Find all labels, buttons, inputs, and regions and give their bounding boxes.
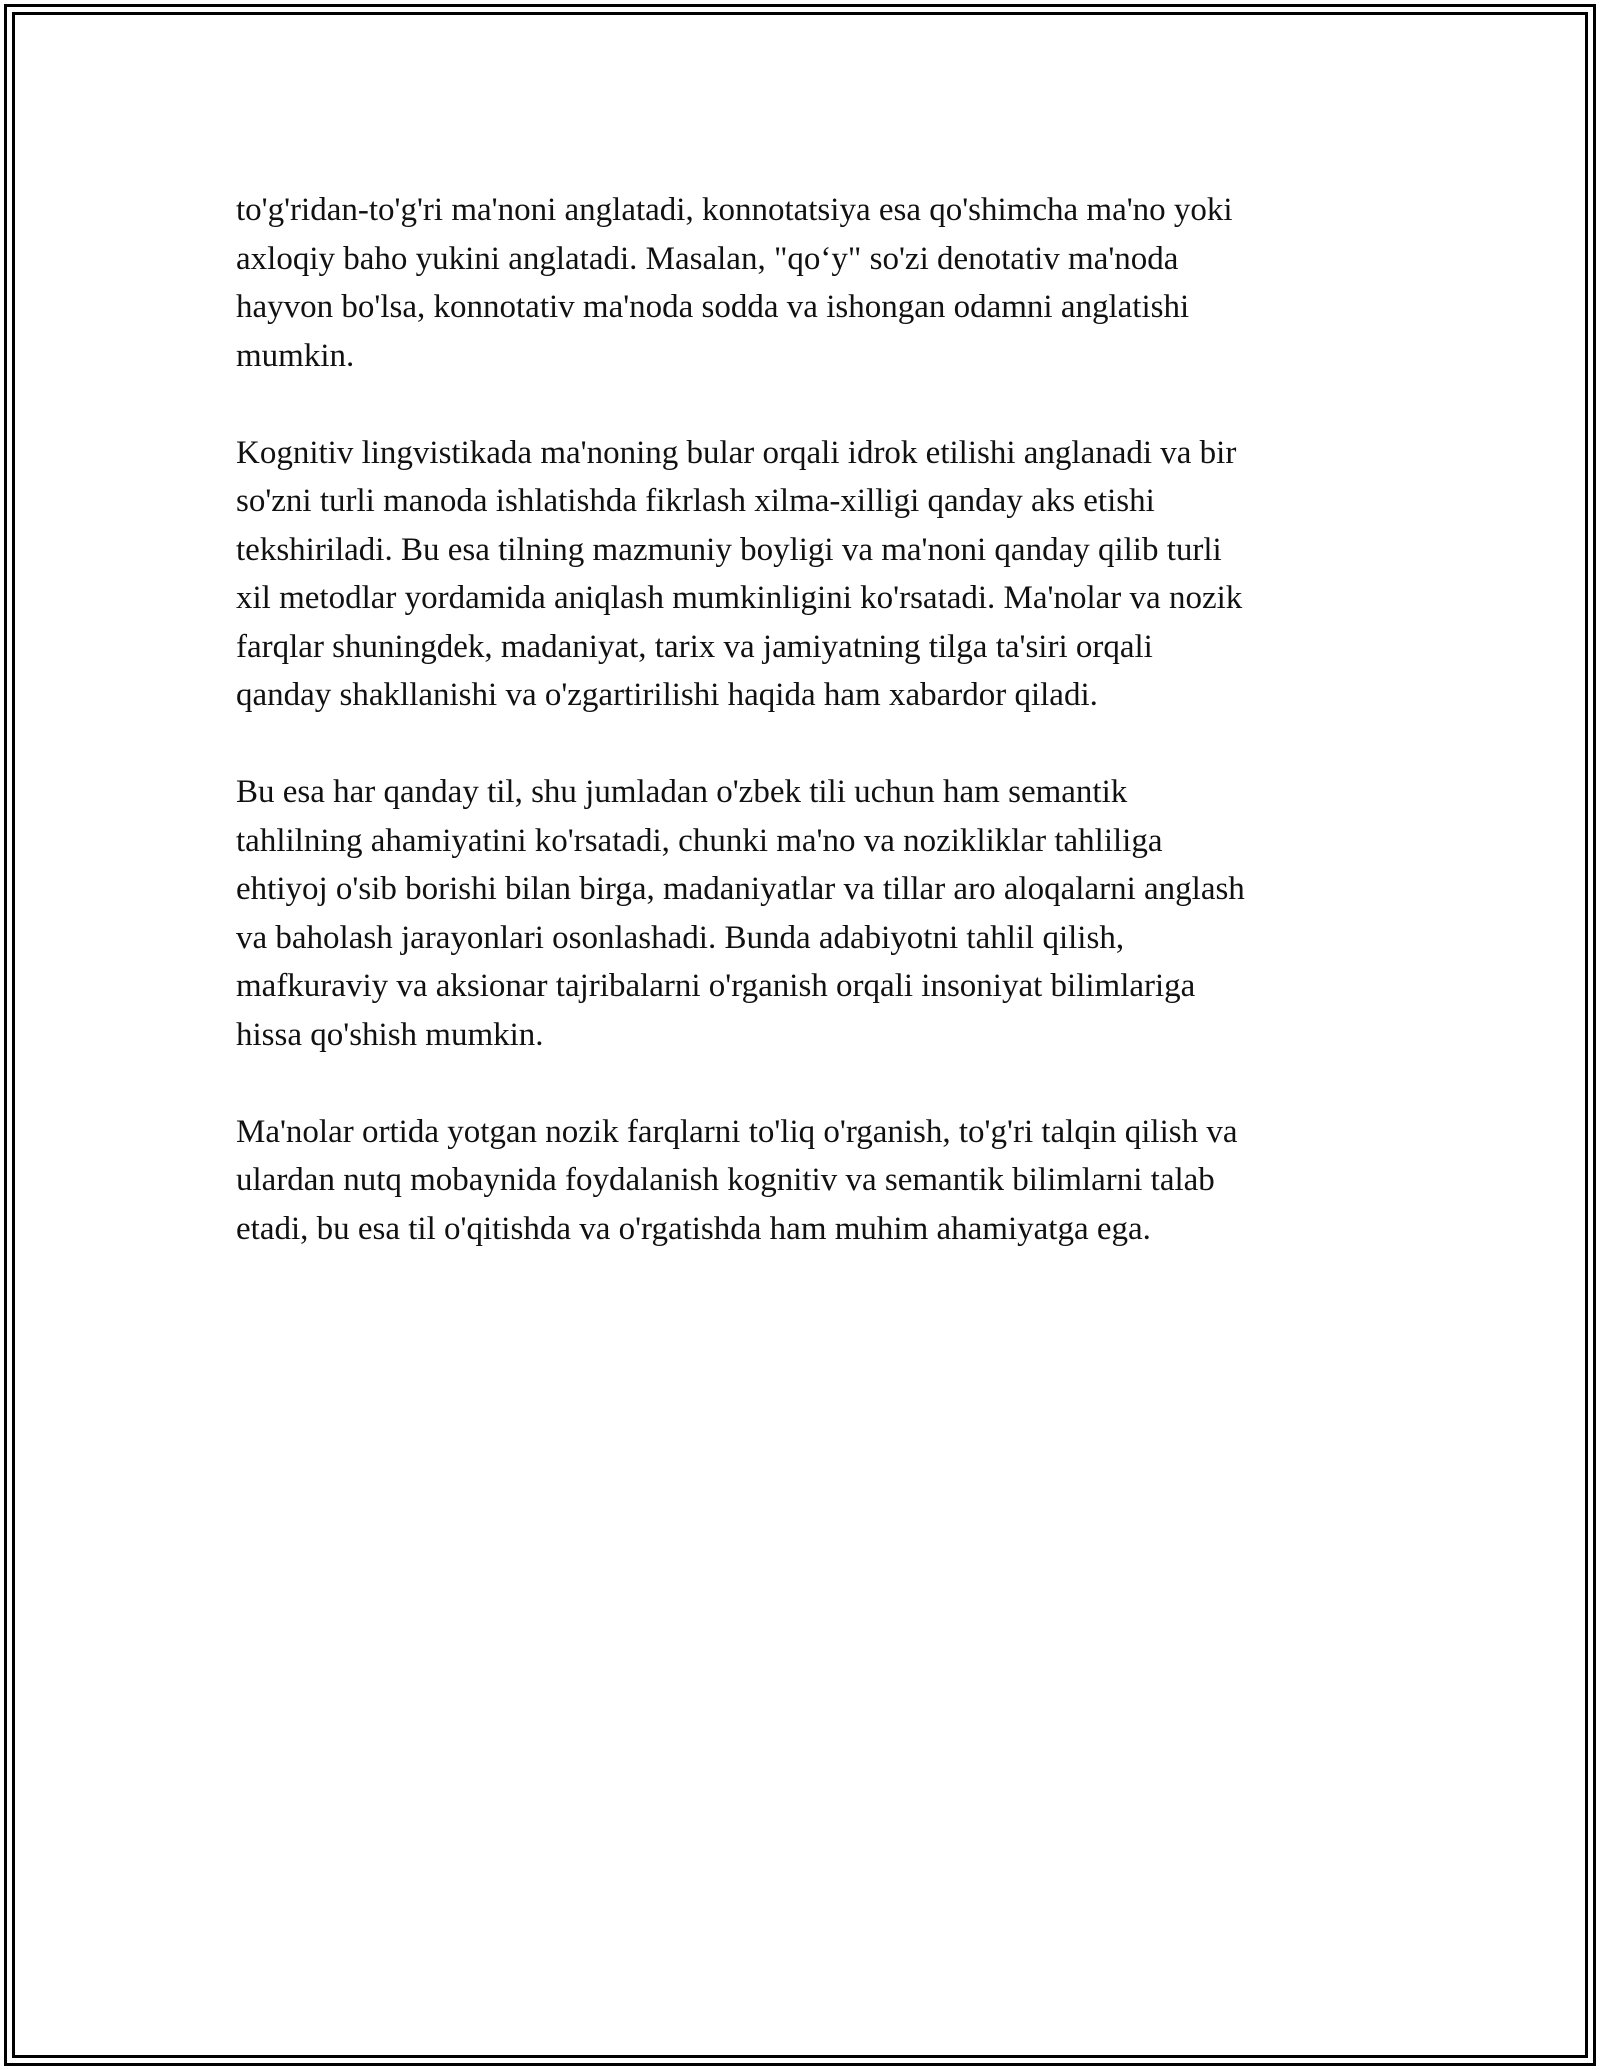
paragraph-cognitive-linguistics: Kognitiv lingvistikada ma'noning bular orqali idrok etilishi anglanadi va bir so'zni turli manoda ishlatishda fikrlash xilma-xilligi qanday aks etishi tekshiriladi. Bu esa tilning mazmuniy boyligi va ma'noni qanday qilib turli xil metodlar yordamida aniqlash mumkinligini ko'rsatadi. Ma'nolar va nozik farqlar shuningdek, madaniyat, tarix va jamiyatning tilga ta'siri orqali qanday shakllanishi va o'zgartirilishi haqida ham xabardor qiladi.: [236, 434, 1243, 713]
paragraph-conclusion: Ma'nolar ortida yotgan nozik farqlarni to'liq o'rganish, to'g'ri talqin qilish va ulardan nutq mobaynida foydalanish kognitiv va semantik bilimlarni talab etadi, bu esa til o'qitishda va o'rgatishda ham muhim ahamiyatga ega.: [236, 1113, 1238, 1247]
paragraph-denotation: to'g'ridan-to'g'ri ma'noni anglatadi, konnotatsiya esa qo'shimcha ma'no yoki axloqiy baho yukini anglatadi. Masalan, "qo‘y" so'zi denotativ ma'noda hayvon bo'lsa, konnotativ ma'noda sodda va ishongan odamni anglatishi mumkin.: [236, 192, 1233, 374]
document-body: [236, 186, 1376, 1302]
paragraph-semantic-analysis: Bu esa har qanday til, shu jumladan o'zbek tili uchun ham semantik tahlilning ahamiyatini ko'rsatadi, chunki ma'no va nozikliklar tahliliga ehtiyoj o'sib borishi bilan birga, madaniyatlar va tillar aro aloqalarni anglash va baholash jarayonlari osonlashadi. Bunda adabiyotni tahlil qilish, mafkuraviy va aksionar tajribalarni o'rganish orqali insoniyat bilimlariga hissa qo'shish mumkin.: [236, 774, 1245, 1053]
